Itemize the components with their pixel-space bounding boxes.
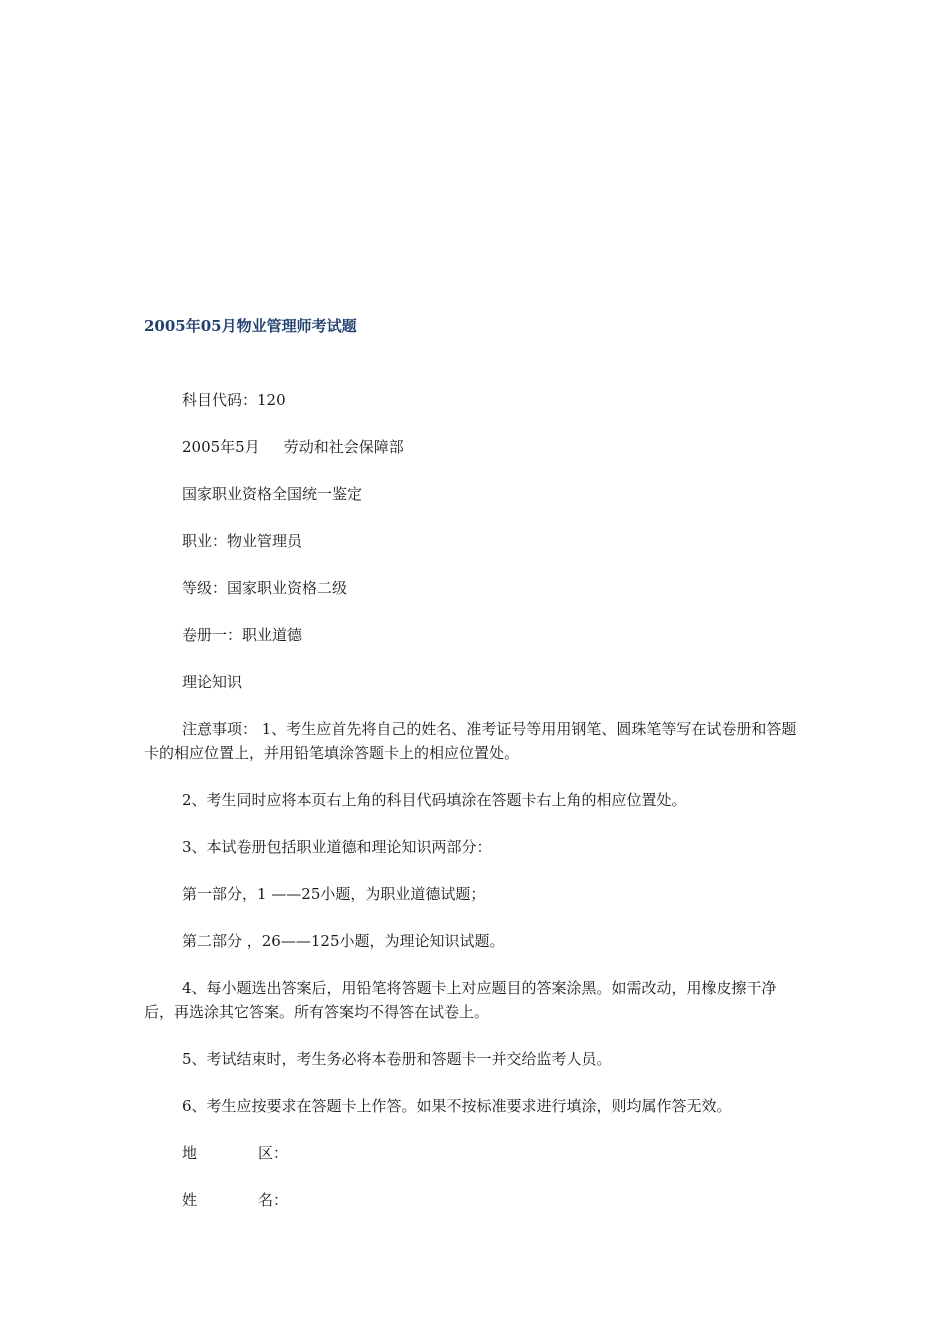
part-2-line: 第二部分 ，26——125小题，为理论知识试题。 xyxy=(182,932,505,950)
region-label-char2: 区： xyxy=(258,1144,289,1162)
name-field xyxy=(144,1188,806,1212)
exam-date: 2005年5月 xyxy=(182,438,260,456)
name-label-char1: 姓 xyxy=(182,1191,198,1209)
document-body xyxy=(144,388,806,1235)
name-label-char2: 名： xyxy=(258,1191,289,1209)
level-line: 等级：国家职业资格二级 xyxy=(182,579,348,597)
note-2: 2、考生同时应将本页右上角的科目代码填涂在答题卡右上角的相应位置处。 xyxy=(182,791,687,809)
document-title: 2005年05月物业管理师考试题 xyxy=(144,317,357,335)
occupation-line: 职业：物业管理员 xyxy=(182,532,303,550)
note-1: 注意事项： 1、考生应首先将自己的姓名、准考证号等用用钢笔、圆珠笔等写在试卷册和答题卡的相应位置上，并用铅笔填涂答题卡上的相应位置处。 xyxy=(144,720,797,762)
note-3: 3、本试卷册包括职业道德和理论知识两部分： xyxy=(182,838,492,856)
note-6: 6、考生应按要求在答题卡上作答。如果不按标准要求进行填涂，则均属作答无效。 xyxy=(182,1097,732,1115)
date-issuer-line xyxy=(144,435,806,459)
region-label-char1: 地 xyxy=(182,1144,198,1162)
part-1-line: 第一部分，1 ——25小题，为职业道德试题； xyxy=(182,885,486,903)
note-4: 4、每小题选出答案后，用铅笔将答题卡上对应题目的答案涂黑。如需改动，用橡皮擦干净后，再选涂其它答案。所有答案均不得答在试卷上。 xyxy=(144,979,777,1021)
issuer: 劳动和社会保障部 xyxy=(283,438,404,456)
volume-line: 卷册一：职业道德 xyxy=(182,626,303,644)
subject-code-line: 科目代码：120 xyxy=(182,391,286,409)
note-5: 5、考试结束时，考生务必将本卷册和答题卡一并交给监考人员。 xyxy=(182,1050,612,1068)
theory-line: 理论知识 xyxy=(182,673,243,691)
region-field xyxy=(144,1141,806,1165)
appraisal-line: 国家职业资格全国统一鉴定 xyxy=(182,485,363,503)
